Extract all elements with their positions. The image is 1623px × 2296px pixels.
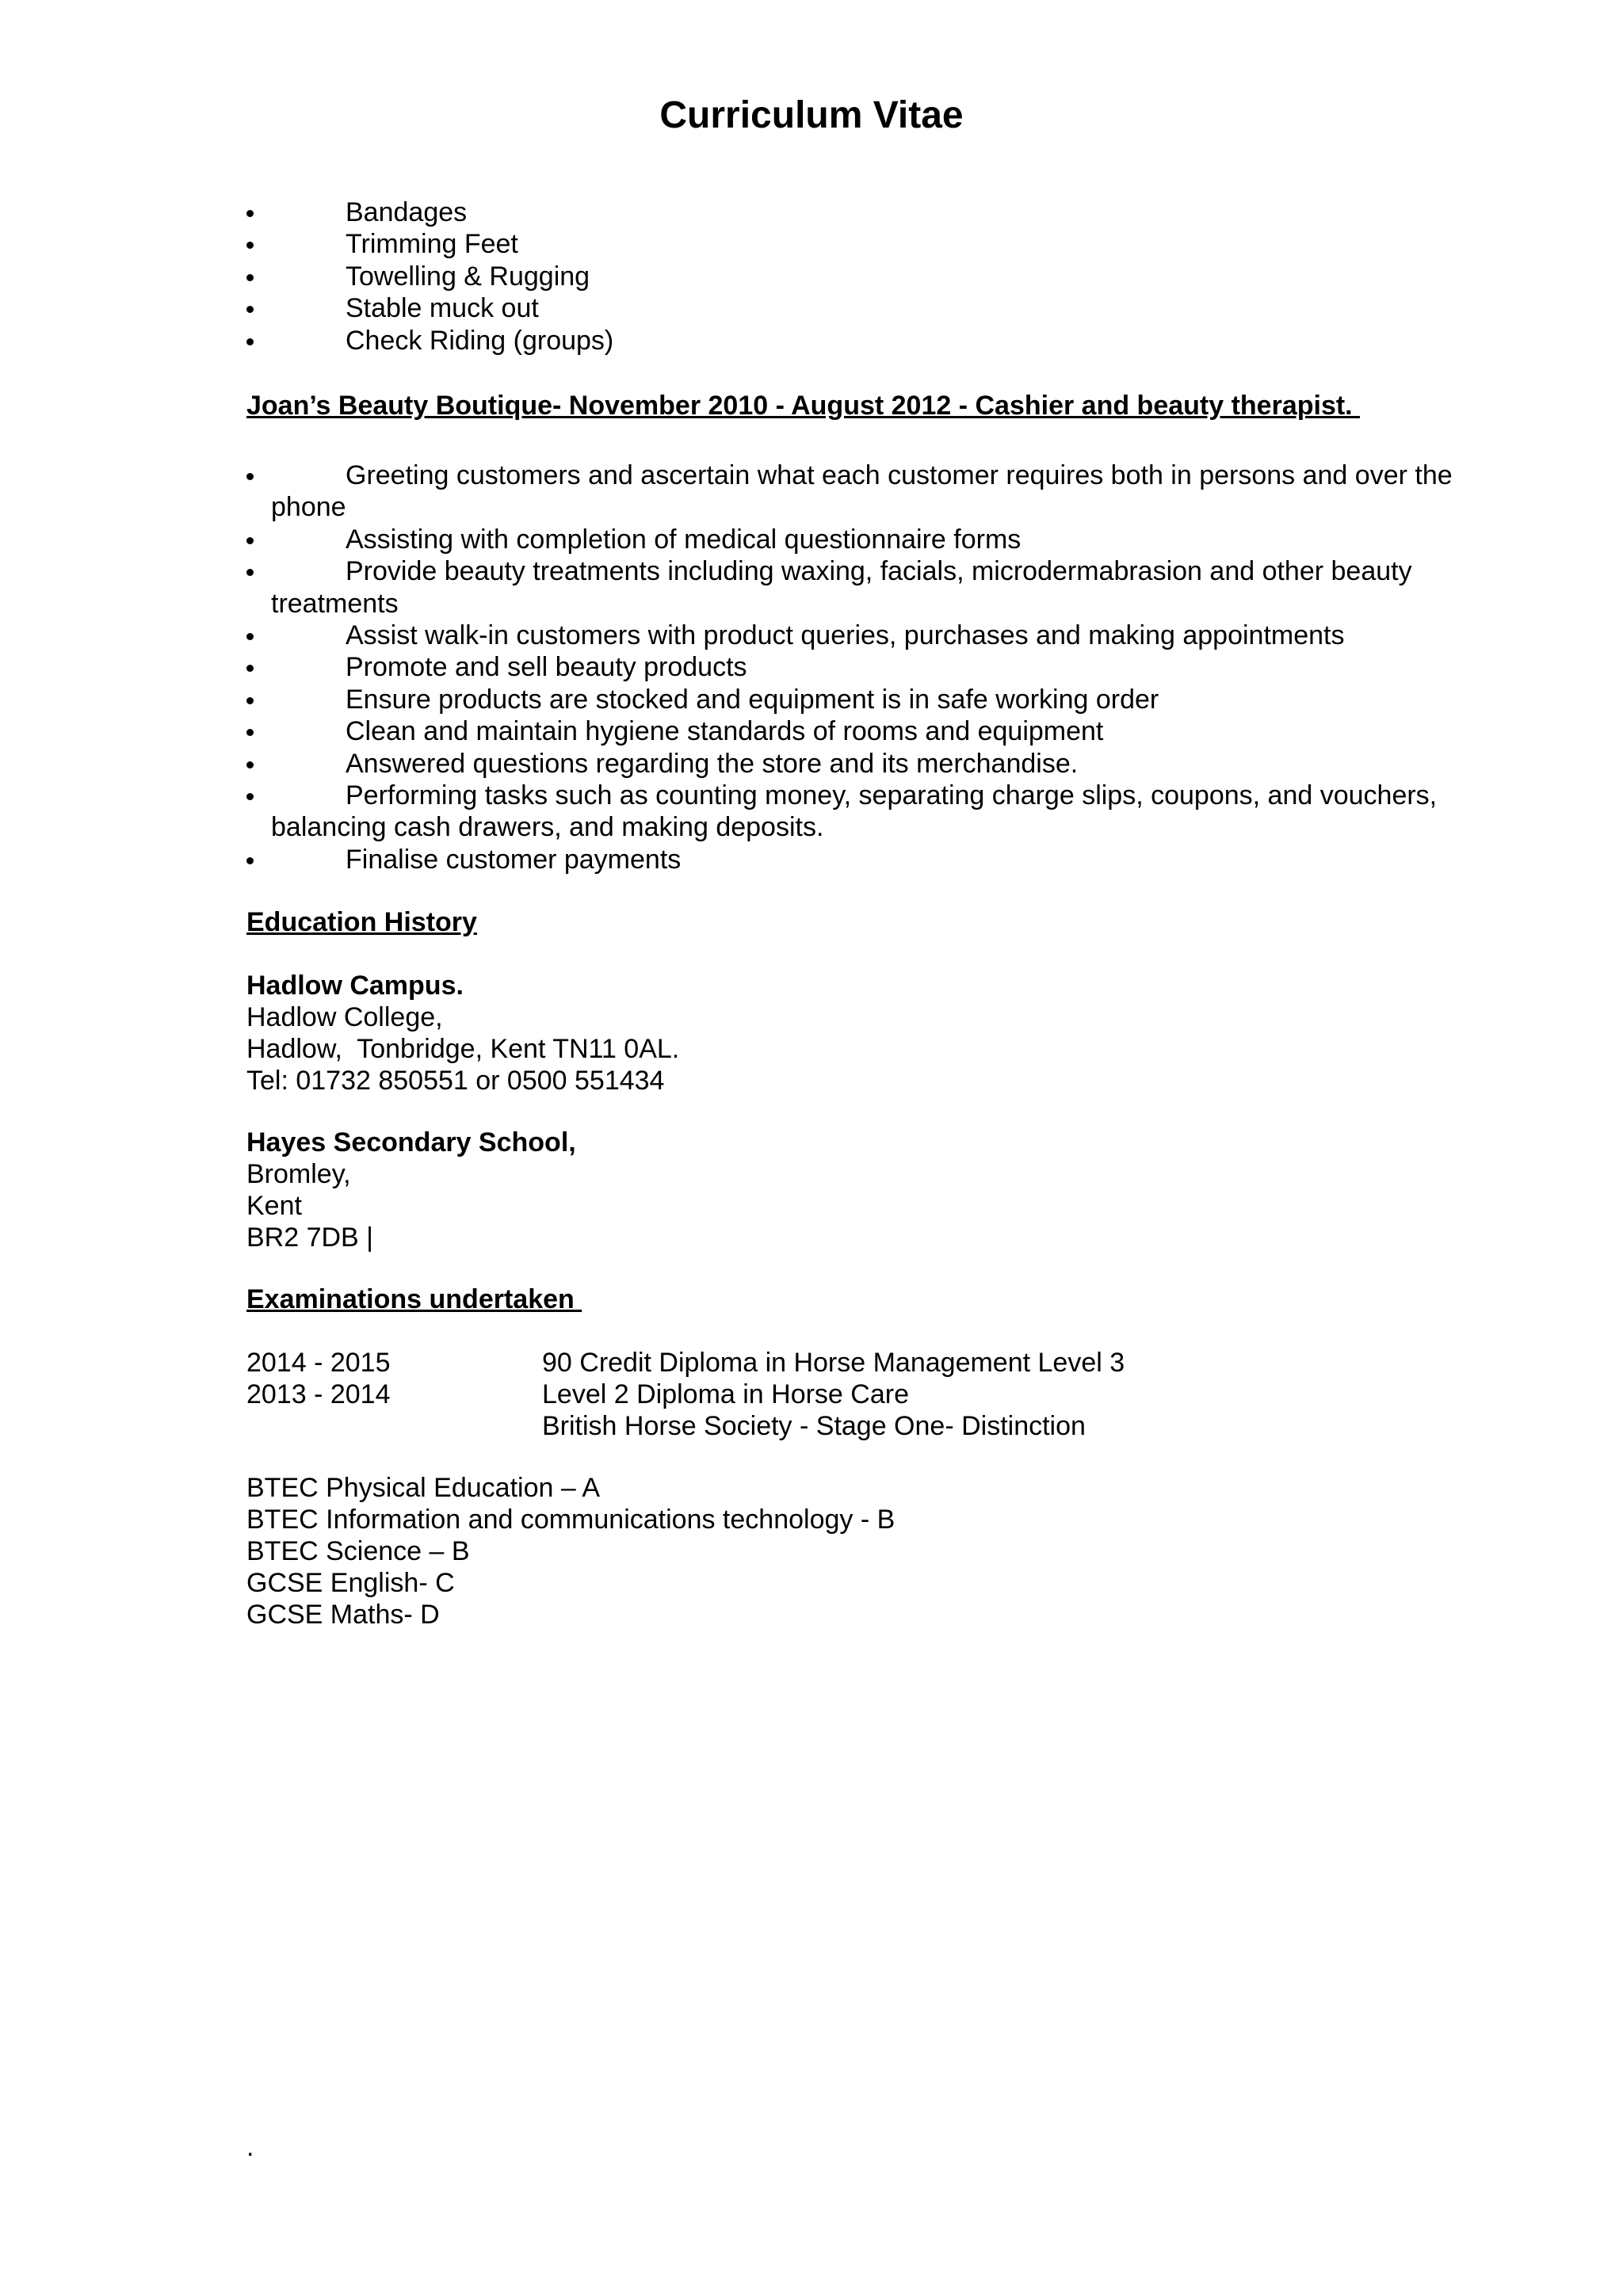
grade-item: BTEC Information and communications technology - B <box>246 1505 896 1535</box>
table-row <box>246 1347 1125 1379</box>
education-heading: Education History <box>246 907 477 937</box>
list-item: Greeting customers and ascertain what each customer requires both in persons and over the phone <box>246 460 1499 524</box>
school-2-line: Bromley, <box>246 1159 351 1189</box>
list-item: Answered questions regarding the store and its merchandise. <box>246 748 1499 780</box>
exams-heading: Examinations undertaken <box>246 1284 582 1314</box>
bullet-icon <box>246 569 254 576</box>
school-1-name: Hadlow Campus. <box>246 971 464 1001</box>
exam-year <box>246 1410 542 1442</box>
grade-item: GCSE English- C <box>246 1568 455 1598</box>
skills-list <box>246 196 1499 357</box>
bullet-icon <box>246 761 254 769</box>
list-item: Bandages <box>246 196 1499 228</box>
bullet-icon <box>246 857 254 864</box>
exam-year: 2013 - 2014 <box>246 1379 391 1409</box>
list-item: Performing tasks such as counting money, separating charge slips, coupons, and vouchers, balancing cash drawers, and making deposits. <box>246 780 1499 844</box>
bullet-icon <box>246 242 254 249</box>
bullet-icon <box>246 665 254 672</box>
list-item: Ensure products are stocked and equipment is in safe working order <box>246 684 1499 715</box>
exam-year: 2014 - 2015 <box>246 1348 391 1378</box>
bullet-icon <box>246 306 254 313</box>
list-item: Finalise customer payments <box>246 844 1499 875</box>
list-item: Assist walk-in customers with product queries, purchases and making appointments <box>246 620 1499 651</box>
bullet-icon <box>246 537 254 544</box>
grade-item: BTEC Physical Education – A <box>246 1473 601 1503</box>
school-1-line: Hadlow, Tonbridge, Kent TN11 0AL. <box>246 1034 680 1064</box>
school-2-line: BR2 7DB | <box>246 1222 374 1253</box>
school-1-line: Hadlow College, <box>246 1002 443 1032</box>
grade-item: GCSE Maths- D <box>246 1600 440 1630</box>
school-1-line: Tel: 01732 850551 or 0500 551434 <box>246 1066 665 1096</box>
bullet-icon <box>246 338 254 345</box>
list-item: Stable muck out <box>246 292 1499 324</box>
bullet-icon <box>246 274 254 281</box>
job-heading: Joan’s Beauty Boutique- November 2010 - August 2012 - Cashier and beauty therapist. <box>246 391 1361 421</box>
list-item: Trimming Feet <box>246 228 1499 260</box>
grade-item: BTEC Science – B <box>246 1536 470 1566</box>
grades-list <box>246 1472 895 1630</box>
school-1-address <box>246 970 679 1097</box>
bullet-icon <box>246 697 254 704</box>
school-2-line: Kent <box>246 1191 302 1221</box>
job-duties-list <box>246 460 1499 875</box>
list-item: Clean and maintain hygiene standards of rooms and equipment <box>246 715 1499 747</box>
list-item: Provide beauty treatments including waxing, facials, microdermabrasion and other beauty treatments <box>246 555 1499 620</box>
exam-qualification: 90 Credit Diploma in Horse Management Level 3 <box>542 1348 1125 1378</box>
list-item: Check Riding (groups) <box>246 325 1499 357</box>
bullet-icon <box>246 729 254 736</box>
school-2-address <box>246 1127 576 1253</box>
document-title: Curriculum Vitae <box>659 94 964 136</box>
table-row <box>246 1410 1125 1442</box>
exam-qualification: Level 2 Diploma in Horse Care <box>542 1379 909 1409</box>
bullet-icon <box>246 473 254 480</box>
list-item: Towelling & Rugging <box>246 261 1499 292</box>
school-2-name: Hayes Secondary School, <box>246 1127 576 1158</box>
exam-qualification: British Horse Society - Stage One- Distinction <box>542 1411 1086 1441</box>
footer-mark: . <box>246 2132 254 2162</box>
table-row <box>246 1379 1125 1410</box>
list-item: Assisting with completion of medical questionnaire forms <box>246 524 1499 555</box>
bullet-icon <box>246 633 254 640</box>
exams-table <box>246 1347 1125 1442</box>
bullet-icon <box>246 210 254 217</box>
bullet-icon <box>246 793 254 800</box>
list-item: Promote and sell beauty products <box>246 651 1499 683</box>
